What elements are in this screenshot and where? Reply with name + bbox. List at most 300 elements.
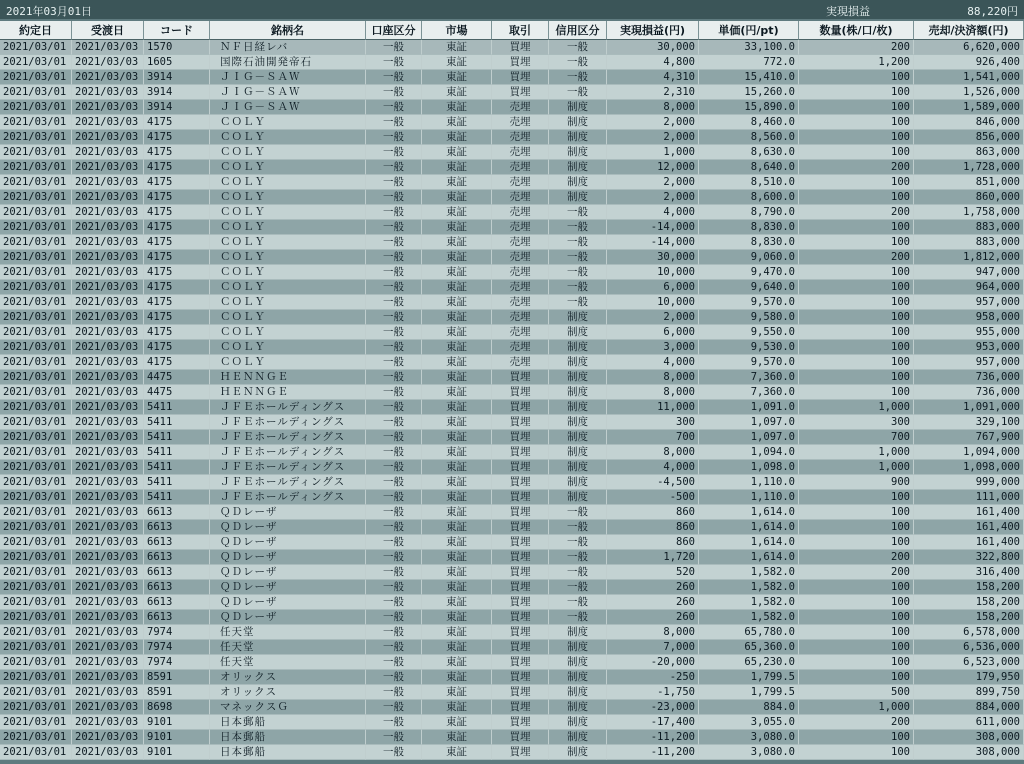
- realized-pl-cell: -500: [607, 490, 699, 505]
- market-cell: 東証: [422, 115, 492, 130]
- table-row[interactable]: [0, 370, 1024, 385]
- trade-type-cell: 買埋: [492, 745, 549, 760]
- code-cell: 8591: [144, 670, 210, 685]
- settlement-date-cell: 2021/03/03: [72, 520, 144, 535]
- margin-type-cell: 制度: [549, 685, 607, 700]
- quantity-cell: 100: [799, 625, 914, 640]
- market-cell: 東証: [422, 220, 492, 235]
- unit-price-cell: 3,080.0: [699, 730, 799, 745]
- table-row[interactable]: [0, 460, 1024, 475]
- code-cell: 4175: [144, 235, 210, 250]
- table-row[interactable]: [0, 400, 1024, 415]
- code-cell: 7974: [144, 655, 210, 670]
- account-type-cell: 一般: [366, 280, 422, 295]
- settlement-date-cell: 2021/03/03: [72, 595, 144, 610]
- table-row[interactable]: [0, 625, 1024, 640]
- code-cell: 4175: [144, 190, 210, 205]
- trade-date-cell: 2021/03/01: [0, 640, 72, 655]
- trade-date-cell: 2021/03/01: [0, 250, 72, 265]
- realized-pl-cell: 2,000: [607, 190, 699, 205]
- margin-type-cell: 一般: [549, 520, 607, 535]
- account-type-cell: 一般: [366, 70, 422, 85]
- trade-type-cell: 売埋: [492, 100, 549, 115]
- market-cell: 東証: [422, 460, 492, 475]
- table-row[interactable]: [0, 115, 1024, 130]
- margin-type-cell: 一般: [549, 505, 607, 520]
- realized-pl-cell: 2,310: [607, 85, 699, 100]
- trade-date-cell: 2021/03/01: [0, 265, 72, 280]
- proceeds-cell: 316,400: [914, 565, 1024, 580]
- table-row[interactable]: [0, 250, 1024, 265]
- table-row[interactable]: [0, 235, 1024, 250]
- table-header-row: [0, 21, 1024, 40]
- unit-price-cell: 1,110.0: [699, 490, 799, 505]
- trade-type-cell: 売埋: [492, 190, 549, 205]
- proceeds-cell: 158,200: [914, 595, 1024, 610]
- account-type-cell: 一般: [366, 640, 422, 655]
- realized-pl-cell: -17,400: [607, 715, 699, 730]
- table-row[interactable]: [0, 355, 1024, 370]
- account-type-cell: 一般: [366, 535, 422, 550]
- unit-price-cell: 1,614.0: [699, 550, 799, 565]
- realized-pl-cell: 4,000: [607, 355, 699, 370]
- account-type-cell: 一般: [366, 655, 422, 670]
- account-type-cell: 一般: [366, 430, 422, 445]
- quantity-cell: 100: [799, 145, 914, 160]
- code-cell: 4175: [144, 280, 210, 295]
- unit-price-cell: 9,550.0: [699, 325, 799, 340]
- market-cell: 東証: [422, 700, 492, 715]
- account-type-cell: 一般: [366, 685, 422, 700]
- account-type-cell: 一般: [366, 610, 422, 625]
- realized-pl-cell: 1,000: [607, 145, 699, 160]
- market-cell: 東証: [422, 160, 492, 175]
- settlement-date-cell: 2021/03/03: [72, 40, 144, 55]
- code-cell: 4175: [144, 325, 210, 340]
- table-row[interactable]: [0, 40, 1024, 55]
- account-type-cell: 一般: [366, 250, 422, 265]
- account-type-cell: 一般: [366, 340, 422, 355]
- trade-type-cell: 買埋: [492, 55, 549, 70]
- quantity-cell: 200: [799, 160, 914, 175]
- summary-bar: [0, 0, 1024, 19]
- unit-price-cell: 1,097.0: [699, 415, 799, 430]
- settlement-date-cell: 2021/03/03: [72, 445, 144, 460]
- settlement-date-cell: 2021/03/03: [72, 415, 144, 430]
- realized-pl-cell: -1,750: [607, 685, 699, 700]
- table-row[interactable]: [0, 730, 1024, 745]
- margin-type-cell: 一般: [549, 85, 607, 100]
- realized-pl-cell: 12,000: [607, 160, 699, 175]
- account-type-cell: 一般: [366, 40, 422, 55]
- trade-date-cell: 2021/03/01: [0, 235, 72, 250]
- table-row[interactable]: [0, 670, 1024, 685]
- trade-date-cell: 2021/03/01: [0, 100, 72, 115]
- market-cell: 東証: [422, 445, 492, 460]
- margin-type-cell: 制度: [549, 445, 607, 460]
- unit-price-cell: 7,360.0: [699, 385, 799, 400]
- table-row[interactable]: [0, 640, 1024, 655]
- unit-price-cell: 15,410.0: [699, 70, 799, 85]
- proceeds-cell: 1,526,000: [914, 85, 1024, 100]
- column-header[interactable]: 数量(株/口/枚): [799, 21, 914, 40]
- margin-type-cell: 制度: [549, 490, 607, 505]
- realized-pl-cell: -11,200: [607, 730, 699, 745]
- market-cell: 東証: [422, 235, 492, 250]
- settlement-date-cell: 2021/03/03: [72, 610, 144, 625]
- realized-pl-cell: 260: [607, 580, 699, 595]
- proceeds-cell: 953,000: [914, 340, 1024, 355]
- security-name-cell: ＨＥＮＮＧＥ: [210, 370, 366, 385]
- table-row[interactable]: [0, 490, 1024, 505]
- trade-type-cell: 買埋: [492, 670, 549, 685]
- table-row[interactable]: [0, 655, 1024, 670]
- table-row[interactable]: [0, 580, 1024, 595]
- table-row[interactable]: [0, 70, 1024, 85]
- code-cell: 5411: [144, 415, 210, 430]
- quantity-cell: 100: [799, 175, 914, 190]
- trade-date-cell: 2021/03/01: [0, 385, 72, 400]
- trade-date-cell: 2021/03/01: [0, 355, 72, 370]
- trade-date-cell: 2021/03/01: [0, 535, 72, 550]
- trade-type-cell: 買埋: [492, 715, 549, 730]
- security-name-cell: ＪＩＧ－ＳＡＷ: [210, 70, 366, 85]
- market-cell: 東証: [422, 625, 492, 640]
- realized-pl-cell: 30,000: [607, 250, 699, 265]
- realized-pl-cell: 4,310: [607, 70, 699, 85]
- quantity-cell: 1,200: [799, 55, 914, 70]
- quantity-cell: 700: [799, 430, 914, 445]
- proceeds-cell: 964,000: [914, 280, 1024, 295]
- quantity-cell: 200: [799, 550, 914, 565]
- settlement-date-cell: 2021/03/03: [72, 205, 144, 220]
- proceeds-cell: 863,000: [914, 145, 1024, 160]
- quantity-cell: 100: [799, 325, 914, 340]
- settlement-date-cell: 2021/03/03: [72, 730, 144, 745]
- table-row[interactable]: [0, 430, 1024, 445]
- trade-type-cell: 売埋: [492, 295, 549, 310]
- column-header[interactable]: 受渡日: [72, 21, 144, 40]
- margin-type-cell: 制度: [549, 700, 607, 715]
- code-cell: 5411: [144, 445, 210, 460]
- trade-date-cell: 2021/03/01: [0, 325, 72, 340]
- realized-pl-cell: -250: [607, 670, 699, 685]
- trade-type-cell: 買埋: [492, 400, 549, 415]
- market-cell: 東証: [422, 535, 492, 550]
- account-type-cell: 一般: [366, 295, 422, 310]
- trade-date-cell: 2021/03/01: [0, 310, 72, 325]
- account-type-cell: 一般: [366, 310, 422, 325]
- quantity-cell: 100: [799, 490, 914, 505]
- proceeds-cell: 883,000: [914, 220, 1024, 235]
- margin-type-cell: 制度: [549, 475, 607, 490]
- table-row[interactable]: [0, 145, 1024, 160]
- realized-pl-cell: 2,000: [607, 175, 699, 190]
- column-header[interactable]: 銘柄名: [210, 21, 366, 40]
- table-row[interactable]: [0, 715, 1024, 730]
- settlement-date-cell: 2021/03/03: [72, 385, 144, 400]
- column-header[interactable]: 実現損益(円): [607, 21, 699, 40]
- table-row[interactable]: [0, 520, 1024, 535]
- security-name-cell: ＣＯＬＹ: [210, 160, 366, 175]
- trade-type-cell: 買埋: [492, 685, 549, 700]
- unit-price-cell: 1,614.0: [699, 535, 799, 550]
- security-name-cell: 任天堂: [210, 625, 366, 640]
- security-name-cell: オリックス: [210, 670, 366, 685]
- column-header[interactable]: 売却/決済額(円): [914, 21, 1024, 40]
- unit-price-cell: 1,582.0: [699, 610, 799, 625]
- security-name-cell: ＣＯＬＹ: [210, 130, 366, 145]
- realized-pl-cell: 1,720: [607, 550, 699, 565]
- trade-date-cell: 2021/03/01: [0, 145, 72, 160]
- table-row[interactable]: [0, 295, 1024, 310]
- margin-type-cell: 制度: [549, 655, 607, 670]
- table-row[interactable]: [0, 385, 1024, 400]
- market-cell: 東証: [422, 670, 492, 685]
- column-header[interactable]: 約定日: [0, 21, 72, 40]
- table-row[interactable]: [0, 685, 1024, 700]
- account-type-cell: 一般: [366, 415, 422, 430]
- trade-date-cell: 2021/03/01: [0, 175, 72, 190]
- table-row[interactable]: [0, 700, 1024, 715]
- table-row[interactable]: [0, 535, 1024, 550]
- table-row[interactable]: [0, 175, 1024, 190]
- security-name-cell: ＣＯＬＹ: [210, 190, 366, 205]
- table-row[interactable]: [0, 310, 1024, 325]
- trade-date-cell: 2021/03/01: [0, 205, 72, 220]
- table-row[interactable]: [0, 745, 1024, 760]
- column-header[interactable]: 信用区分: [549, 21, 607, 40]
- code-cell: 4475: [144, 370, 210, 385]
- table-row[interactable]: [0, 190, 1024, 205]
- table-row[interactable]: [0, 340, 1024, 355]
- settlement-date-cell: 2021/03/03: [72, 70, 144, 85]
- market-cell: 東証: [422, 520, 492, 535]
- realized-pl-cell: 6,000: [607, 325, 699, 340]
- trade-type-cell: 売埋: [492, 280, 549, 295]
- market-cell: 東証: [422, 715, 492, 730]
- unit-price-cell: 9,060.0: [699, 250, 799, 265]
- settlement-date-cell: 2021/03/03: [72, 715, 144, 730]
- table-row[interactable]: [0, 415, 1024, 430]
- account-type-cell: 一般: [366, 670, 422, 685]
- margin-type-cell: 一般: [549, 235, 607, 250]
- settlement-date-cell: 2021/03/03: [72, 100, 144, 115]
- realized-pl-cell: -14,000: [607, 220, 699, 235]
- proceeds-cell: 111,000: [914, 490, 1024, 505]
- settlement-date-cell: 2021/03/03: [72, 640, 144, 655]
- table-row[interactable]: [0, 130, 1024, 145]
- margin-type-cell: 制度: [549, 100, 607, 115]
- trade-type-cell: 買埋: [492, 445, 549, 460]
- account-type-cell: 一般: [366, 595, 422, 610]
- table-row[interactable]: [0, 595, 1024, 610]
- unit-price-cell: 1,094.0: [699, 445, 799, 460]
- trade-date-cell: 2021/03/01: [0, 505, 72, 520]
- table-row[interactable]: [0, 100, 1024, 115]
- trade-type-cell: 買埋: [492, 40, 549, 55]
- market-cell: 東証: [422, 640, 492, 655]
- market-cell: 東証: [422, 190, 492, 205]
- market-cell: 東証: [422, 580, 492, 595]
- trade-date-cell: 2021/03/01: [0, 70, 72, 85]
- trade-type-cell: 売埋: [492, 205, 549, 220]
- market-cell: 東証: [422, 40, 492, 55]
- table-row[interactable]: [0, 325, 1024, 340]
- settlement-date-cell: 2021/03/03: [72, 340, 144, 355]
- market-cell: 東証: [422, 490, 492, 505]
- unit-price-cell: 65,360.0: [699, 640, 799, 655]
- market-cell: 東証: [422, 400, 492, 415]
- realized-pl-cell: 30,000: [607, 40, 699, 55]
- realized-pl-cell: 2,000: [607, 310, 699, 325]
- account-type-cell: 一般: [366, 100, 422, 115]
- proceeds-cell: 611,000: [914, 715, 1024, 730]
- account-type-cell: 一般: [366, 355, 422, 370]
- trade-type-cell: 買埋: [492, 370, 549, 385]
- unit-price-cell: 8,600.0: [699, 190, 799, 205]
- security-name-cell: ＱＤレーザ: [210, 535, 366, 550]
- quantity-cell: 100: [799, 310, 914, 325]
- table-row[interactable]: [0, 550, 1024, 565]
- quantity-cell: 1,000: [799, 400, 914, 415]
- quantity-cell: 300: [799, 415, 914, 430]
- quantity-cell: 100: [799, 730, 914, 745]
- table-row[interactable]: [0, 220, 1024, 235]
- market-cell: 東証: [422, 205, 492, 220]
- trade-type-cell: 買埋: [492, 520, 549, 535]
- unit-price-cell: 8,630.0: [699, 145, 799, 160]
- code-cell: 9101: [144, 730, 210, 745]
- unit-price-cell: 772.0: [699, 55, 799, 70]
- unit-price-cell: 8,460.0: [699, 115, 799, 130]
- table-row[interactable]: [0, 475, 1024, 490]
- table-row[interactable]: [0, 505, 1024, 520]
- column-header[interactable]: 口座区分: [366, 21, 422, 40]
- realized-pl-cell: 260: [607, 610, 699, 625]
- table-row[interactable]: [0, 85, 1024, 100]
- market-cell: 東証: [422, 595, 492, 610]
- security-name-cell: ＪＦＥホールディングス: [210, 400, 366, 415]
- table-row[interactable]: [0, 565, 1024, 580]
- trade-type-cell: 売埋: [492, 325, 549, 340]
- security-name-cell: ＪＦＥホールディングス: [210, 415, 366, 430]
- settlement-date-cell: 2021/03/03: [72, 235, 144, 250]
- market-cell: 東証: [422, 250, 492, 265]
- settlement-date-cell: 2021/03/03: [72, 505, 144, 520]
- quantity-cell: 100: [799, 190, 914, 205]
- security-name-cell: 任天堂: [210, 640, 366, 655]
- code-cell: 4175: [144, 355, 210, 370]
- code-cell: 4175: [144, 115, 210, 130]
- market-cell: 東証: [422, 130, 492, 145]
- security-name-cell: ＱＤレーザ: [210, 565, 366, 580]
- table-row[interactable]: [0, 160, 1024, 175]
- margin-type-cell: 一般: [549, 595, 607, 610]
- security-name-cell: ＱＤレーザ: [210, 595, 366, 610]
- trade-type-cell: 売埋: [492, 355, 549, 370]
- unit-price-cell: 7,360.0: [699, 370, 799, 385]
- column-header[interactable]: コード: [144, 21, 210, 40]
- unit-price-cell: 3,055.0: [699, 715, 799, 730]
- trade-type-cell: 売埋: [492, 235, 549, 250]
- market-cell: 東証: [422, 685, 492, 700]
- realized-pl-cell: 860: [607, 505, 699, 520]
- table-row[interactable]: [0, 445, 1024, 460]
- account-type-cell: 一般: [366, 190, 422, 205]
- trade-date-cell: 2021/03/01: [0, 295, 72, 310]
- quantity-cell: 100: [799, 670, 914, 685]
- account-type-cell: 一般: [366, 580, 422, 595]
- code-cell: 8591: [144, 685, 210, 700]
- security-name-cell: オリックス: [210, 685, 366, 700]
- margin-type-cell: 一般: [549, 610, 607, 625]
- account-type-cell: 一般: [366, 175, 422, 190]
- code-cell: 6613: [144, 595, 210, 610]
- security-name-cell: ＮＦ日経レバ: [210, 40, 366, 55]
- trade-date-cell: 2021/03/01: [0, 280, 72, 295]
- proceeds-cell: 955,000: [914, 325, 1024, 340]
- trade-type-cell: 売埋: [492, 160, 549, 175]
- trade-type-cell: 売埋: [492, 220, 549, 235]
- margin-type-cell: 一般: [549, 250, 607, 265]
- quantity-cell: 100: [799, 535, 914, 550]
- proceeds-cell: 1,812,000: [914, 250, 1024, 265]
- market-cell: 東証: [422, 100, 492, 115]
- trades-table-container[interactable]: [0, 21, 1024, 764]
- market-cell: 東証: [422, 295, 492, 310]
- account-type-cell: 一般: [366, 490, 422, 505]
- table-row[interactable]: [0, 205, 1024, 220]
- settlement-date-cell: 2021/03/03: [72, 550, 144, 565]
- code-cell: 1605: [144, 55, 210, 70]
- unit-price-cell: 8,640.0: [699, 160, 799, 175]
- table-row[interactable]: [0, 265, 1024, 280]
- code-cell: 6613: [144, 520, 210, 535]
- table-row[interactable]: [0, 280, 1024, 295]
- security-name-cell: ＣＯＬＹ: [210, 145, 366, 160]
- column-header[interactable]: 市場: [422, 21, 492, 40]
- column-header[interactable]: 取引: [492, 21, 549, 40]
- realized-pl-cell: 11,000: [607, 400, 699, 415]
- account-type-cell: 一般: [366, 625, 422, 640]
- trade-type-cell: 買埋: [492, 655, 549, 670]
- account-type-cell: 一般: [366, 325, 422, 340]
- table-row[interactable]: [0, 55, 1024, 70]
- trades-table: [0, 21, 1024, 760]
- table-row[interactable]: [0, 610, 1024, 625]
- trade-date-cell: 2021/03/01: [0, 115, 72, 130]
- settlement-date-cell: 2021/03/03: [72, 490, 144, 505]
- proceeds-cell: 6,523,000: [914, 655, 1024, 670]
- margin-type-cell: 制度: [549, 355, 607, 370]
- settlement-date-cell: 2021/03/03: [72, 700, 144, 715]
- realized-pl-cell: 4,000: [607, 205, 699, 220]
- proceeds-cell: 308,000: [914, 730, 1024, 745]
- margin-type-cell: 一般: [549, 295, 607, 310]
- quantity-cell: 100: [799, 655, 914, 670]
- proceeds-cell: 846,000: [914, 115, 1024, 130]
- trade-date-cell: 2021/03/01: [0, 520, 72, 535]
- column-header[interactable]: 単価(円/pt): [699, 21, 799, 40]
- code-cell: 4175: [144, 175, 210, 190]
- trade-type-cell: 買埋: [492, 625, 549, 640]
- realized-pl-cell: 260: [607, 595, 699, 610]
- trade-date-cell: 2021/03/01: [0, 715, 72, 730]
- settlement-date-cell: 2021/03/03: [72, 325, 144, 340]
- proceeds-cell: 947,000: [914, 265, 1024, 280]
- account-type-cell: 一般: [366, 520, 422, 535]
